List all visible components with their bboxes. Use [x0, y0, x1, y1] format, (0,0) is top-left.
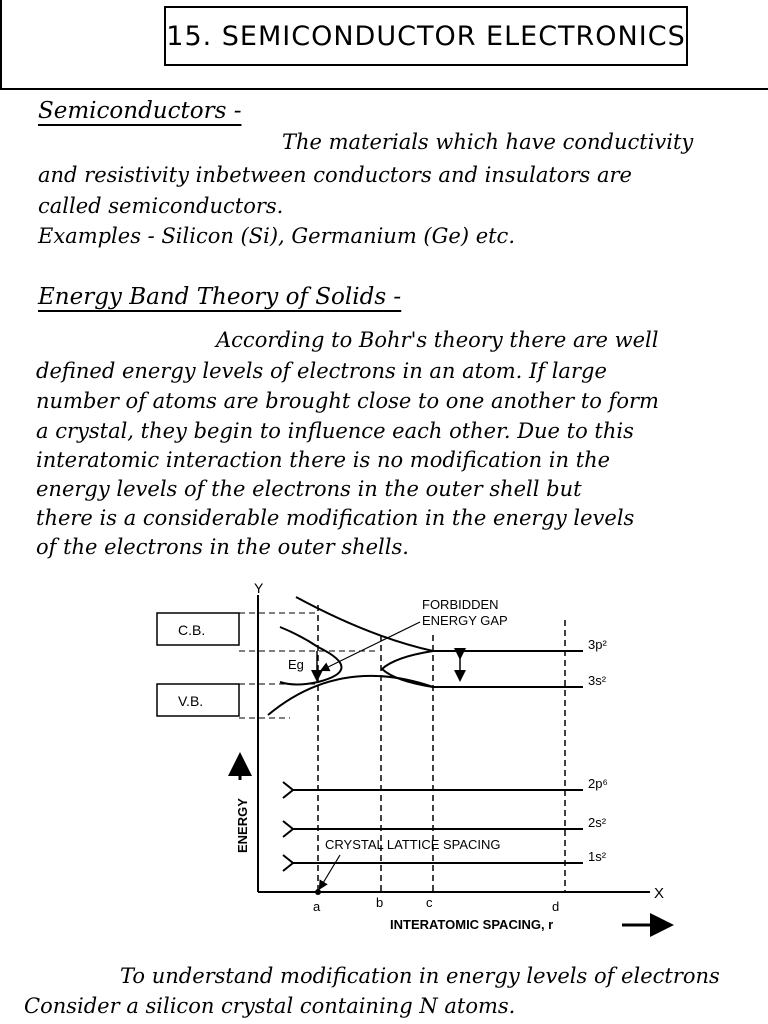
vb-label: V.B.	[178, 693, 204, 709]
level-label-1s: 1s²	[588, 849, 607, 864]
inner-band-curve	[280, 627, 342, 685]
paragraph-line: called semiconductors.	[38, 194, 284, 218]
paragraph-line: Examples - Silicon (Si), Germanium (Ge) etc.	[38, 224, 515, 248]
section-heading-semiconductors: Semiconductors -	[38, 98, 242, 124]
paragraph-line: of the electrons in the outer shells.	[36, 535, 409, 559]
interatomic-spacing-label: INTERATOMIC SPACING, r	[390, 917, 554, 932]
chapter-title: 15. SEMICONDUCTOR ELECTRONICS	[164, 6, 688, 66]
level-label-3s: 3s²	[588, 673, 607, 688]
lattice-spacing-label: CRYSTAL LATTICE SPACING	[325, 837, 501, 852]
point-a: a	[313, 899, 321, 914]
forbidden-label-2: ENERGY GAP	[422, 613, 508, 628]
cb-label: C.B.	[178, 622, 206, 638]
paragraph-line: The materials which have conductivity	[282, 130, 694, 154]
energy-label: ENERGY	[235, 798, 250, 853]
2p-marker	[283, 782, 293, 798]
paragraph-line: there is a considerable modification in the energy levels	[36, 506, 635, 530]
paragraph-line: defined energy levels of electrons in an atom. If large	[36, 359, 607, 383]
eg-label: Eg	[288, 657, 304, 672]
section-heading-energy-band: Energy Band Theory of Solids -	[38, 284, 402, 310]
3p-3s-split-curve	[382, 651, 433, 687]
point-a-dot	[315, 889, 321, 895]
paragraph-line: number of atoms are brought close to one another to form	[36, 389, 659, 413]
paragraph-line: energy levels of the electrons in the outer shell but	[36, 477, 582, 501]
1s-marker	[283, 855, 293, 871]
x-axis-label: X	[654, 885, 665, 902]
level-label-2s: 2s²	[588, 815, 607, 830]
2s-marker	[283, 821, 293, 837]
paragraph-line: a crystal, they begin to influence each other. Due to this	[36, 419, 634, 443]
forbidden-pointer	[322, 622, 420, 670]
lattice-pointer	[320, 855, 340, 888]
point-d: d	[552, 899, 560, 914]
energy-band-diagram	[0, 575, 768, 940]
paragraph-line: According to Bohr's theory there are well	[216, 328, 659, 352]
page-border-left	[0, 0, 2, 88]
footer-line: Consider a silicon crystal containing N atoms.	[24, 994, 516, 1018]
forbidden-label-1: FORBIDDEN	[422, 597, 499, 612]
point-b: b	[376, 895, 384, 910]
point-c: c	[426, 895, 433, 910]
y-axis-label: Y	[254, 580, 264, 596]
paragraph-line: and resistivity inbetween conductors and insulators are	[38, 163, 632, 187]
paragraph-line: interatomic interaction there is no modification in the	[36, 448, 611, 472]
footer-line: To understand modification in energy levels of electrons	[120, 964, 720, 988]
cb-upper-curve	[296, 597, 433, 651]
header-rule	[0, 88, 768, 90]
level-label-2p: 2p⁶	[588, 776, 608, 791]
level-label-3p: 3p²	[588, 637, 607, 652]
